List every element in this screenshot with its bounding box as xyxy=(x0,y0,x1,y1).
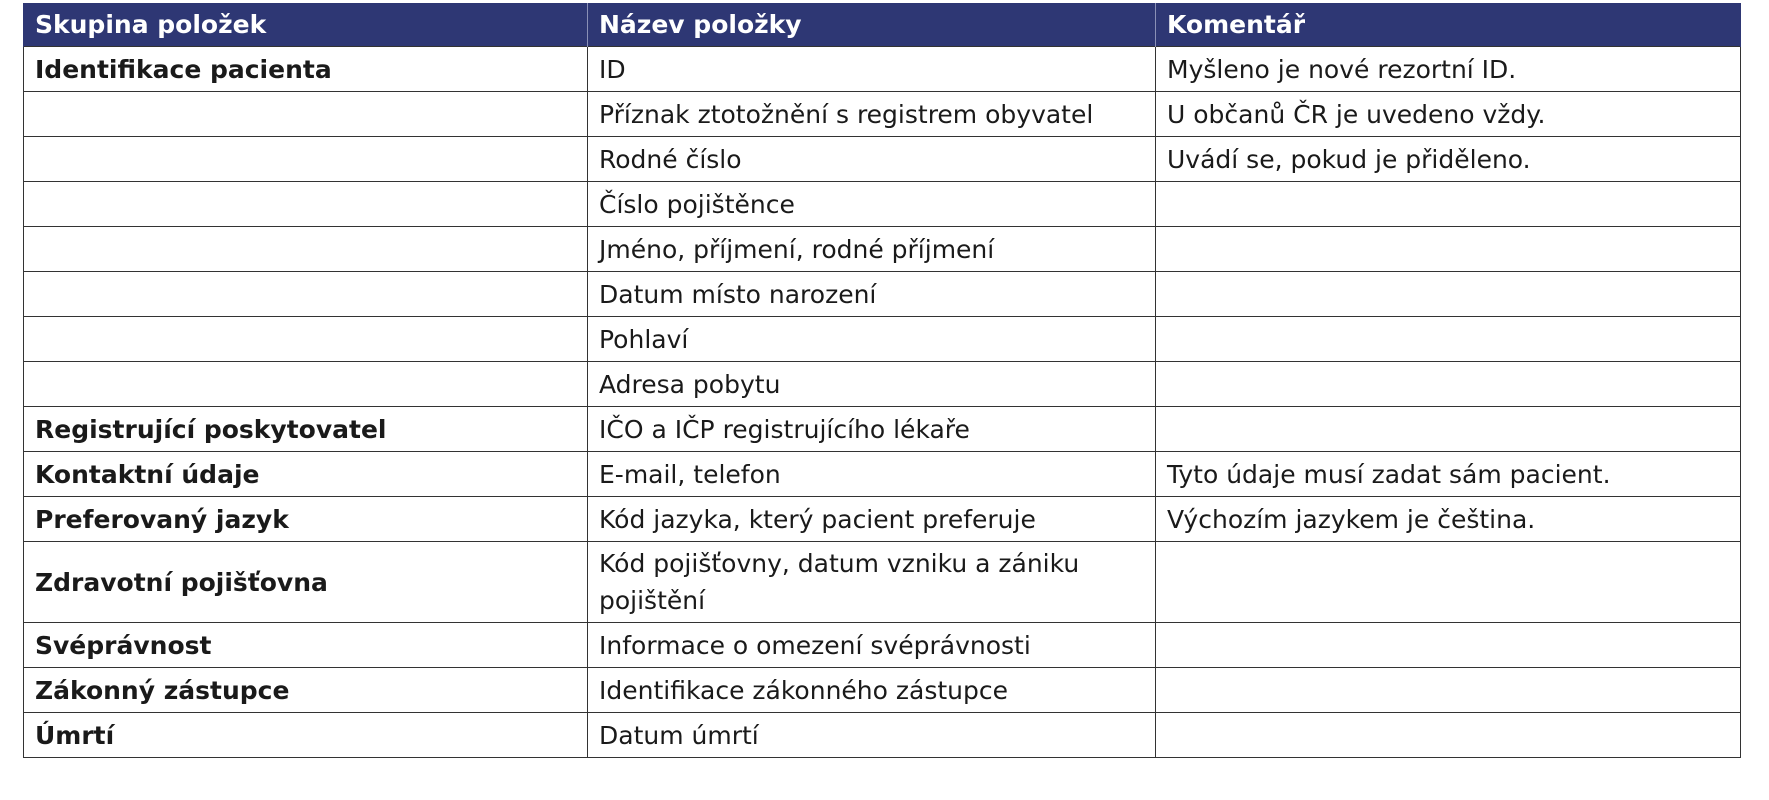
header-comment: Komentář xyxy=(1156,3,1741,47)
comment-cell xyxy=(1156,407,1741,452)
item-cell: Datum místo narození xyxy=(588,272,1156,317)
comment-cell: U občanů ČR je uvedeno vždy. xyxy=(1156,92,1741,137)
comment-cell xyxy=(1156,713,1741,758)
group-cell xyxy=(24,317,588,362)
comment-cell xyxy=(1156,227,1741,272)
header-item-name: Název položky xyxy=(588,3,1156,47)
group-cell: Úmrtí xyxy=(24,713,588,758)
group-cell: Zdravotní pojišťovna xyxy=(24,542,588,623)
comment-cell: Výchozím jazykem je čeština. xyxy=(1156,497,1741,542)
group-cell xyxy=(24,272,588,317)
comment-cell xyxy=(1156,668,1741,713)
header-item-group: Skupina položek xyxy=(24,3,588,47)
group-cell xyxy=(24,362,588,407)
table-row xyxy=(24,668,1741,713)
comment-cell xyxy=(1156,542,1741,623)
item-cell: Informace o omezení svéprávnosti xyxy=(588,623,1156,668)
item-cell: Adresa pobytu xyxy=(588,362,1156,407)
group-cell: Registrující poskytovatel xyxy=(24,407,588,452)
item-cell: Příznak ztotožnění s registrem obyvatel xyxy=(588,92,1156,137)
table-row xyxy=(24,452,1741,497)
item-cell: Pohlaví xyxy=(588,317,1156,362)
group-cell xyxy=(24,227,588,272)
patient-data-table xyxy=(23,3,1741,758)
item-cell: Datum úmrtí xyxy=(588,713,1156,758)
group-cell xyxy=(24,92,588,137)
group-cell: Kontaktní údaje xyxy=(24,452,588,497)
table-row xyxy=(24,47,1741,92)
item-cell: Jméno, příjmení, rodné příjmení xyxy=(588,227,1156,272)
item-cell: Identifikace zákonného zástupce xyxy=(588,668,1156,713)
table-row xyxy=(24,317,1741,362)
table-row xyxy=(24,407,1741,452)
table-row xyxy=(24,713,1741,758)
table-body xyxy=(24,47,1741,758)
item-cell: ID xyxy=(588,47,1156,92)
item-cell: Kód pojišťovny, datum vzniku a zániku pojištění xyxy=(588,542,1156,623)
group-cell: Zákonný zástupce xyxy=(24,668,588,713)
table-row xyxy=(24,272,1741,317)
comment-cell xyxy=(1156,317,1741,362)
table-row xyxy=(24,137,1741,182)
item-cell: E-mail, telefon xyxy=(588,452,1156,497)
table-row xyxy=(24,182,1741,227)
item-cell: Číslo pojištěnce xyxy=(588,182,1156,227)
header-row xyxy=(24,3,1741,47)
group-cell: Preferovaný jazyk xyxy=(24,497,588,542)
table-row xyxy=(24,92,1741,137)
item-cell: Kód jazyka, který pacient preferuje xyxy=(588,497,1156,542)
item-cell: Rodné číslo xyxy=(588,137,1156,182)
table-row xyxy=(24,227,1741,272)
comment-cell: Tyto údaje musí zadat sám pacient. xyxy=(1156,452,1741,497)
group-cell: Svéprávnost xyxy=(24,623,588,668)
table-row xyxy=(24,497,1741,542)
comment-cell xyxy=(1156,623,1741,668)
group-cell xyxy=(24,182,588,227)
comment-cell: Myšleno je nové rezortní ID. xyxy=(1156,47,1741,92)
comment-cell xyxy=(1156,182,1741,227)
table-row xyxy=(24,542,1741,623)
group-cell: Identifikace pacienta xyxy=(24,47,588,92)
group-cell xyxy=(24,137,588,182)
comment-cell: Uvádí se, pokud je přiděleno. xyxy=(1156,137,1741,182)
table-row xyxy=(24,623,1741,668)
comment-cell xyxy=(1156,272,1741,317)
item-cell: IČO a IČP registrujícího lékaře xyxy=(588,407,1156,452)
comment-cell xyxy=(1156,362,1741,407)
table-header xyxy=(24,3,1741,47)
table-row xyxy=(24,362,1741,407)
